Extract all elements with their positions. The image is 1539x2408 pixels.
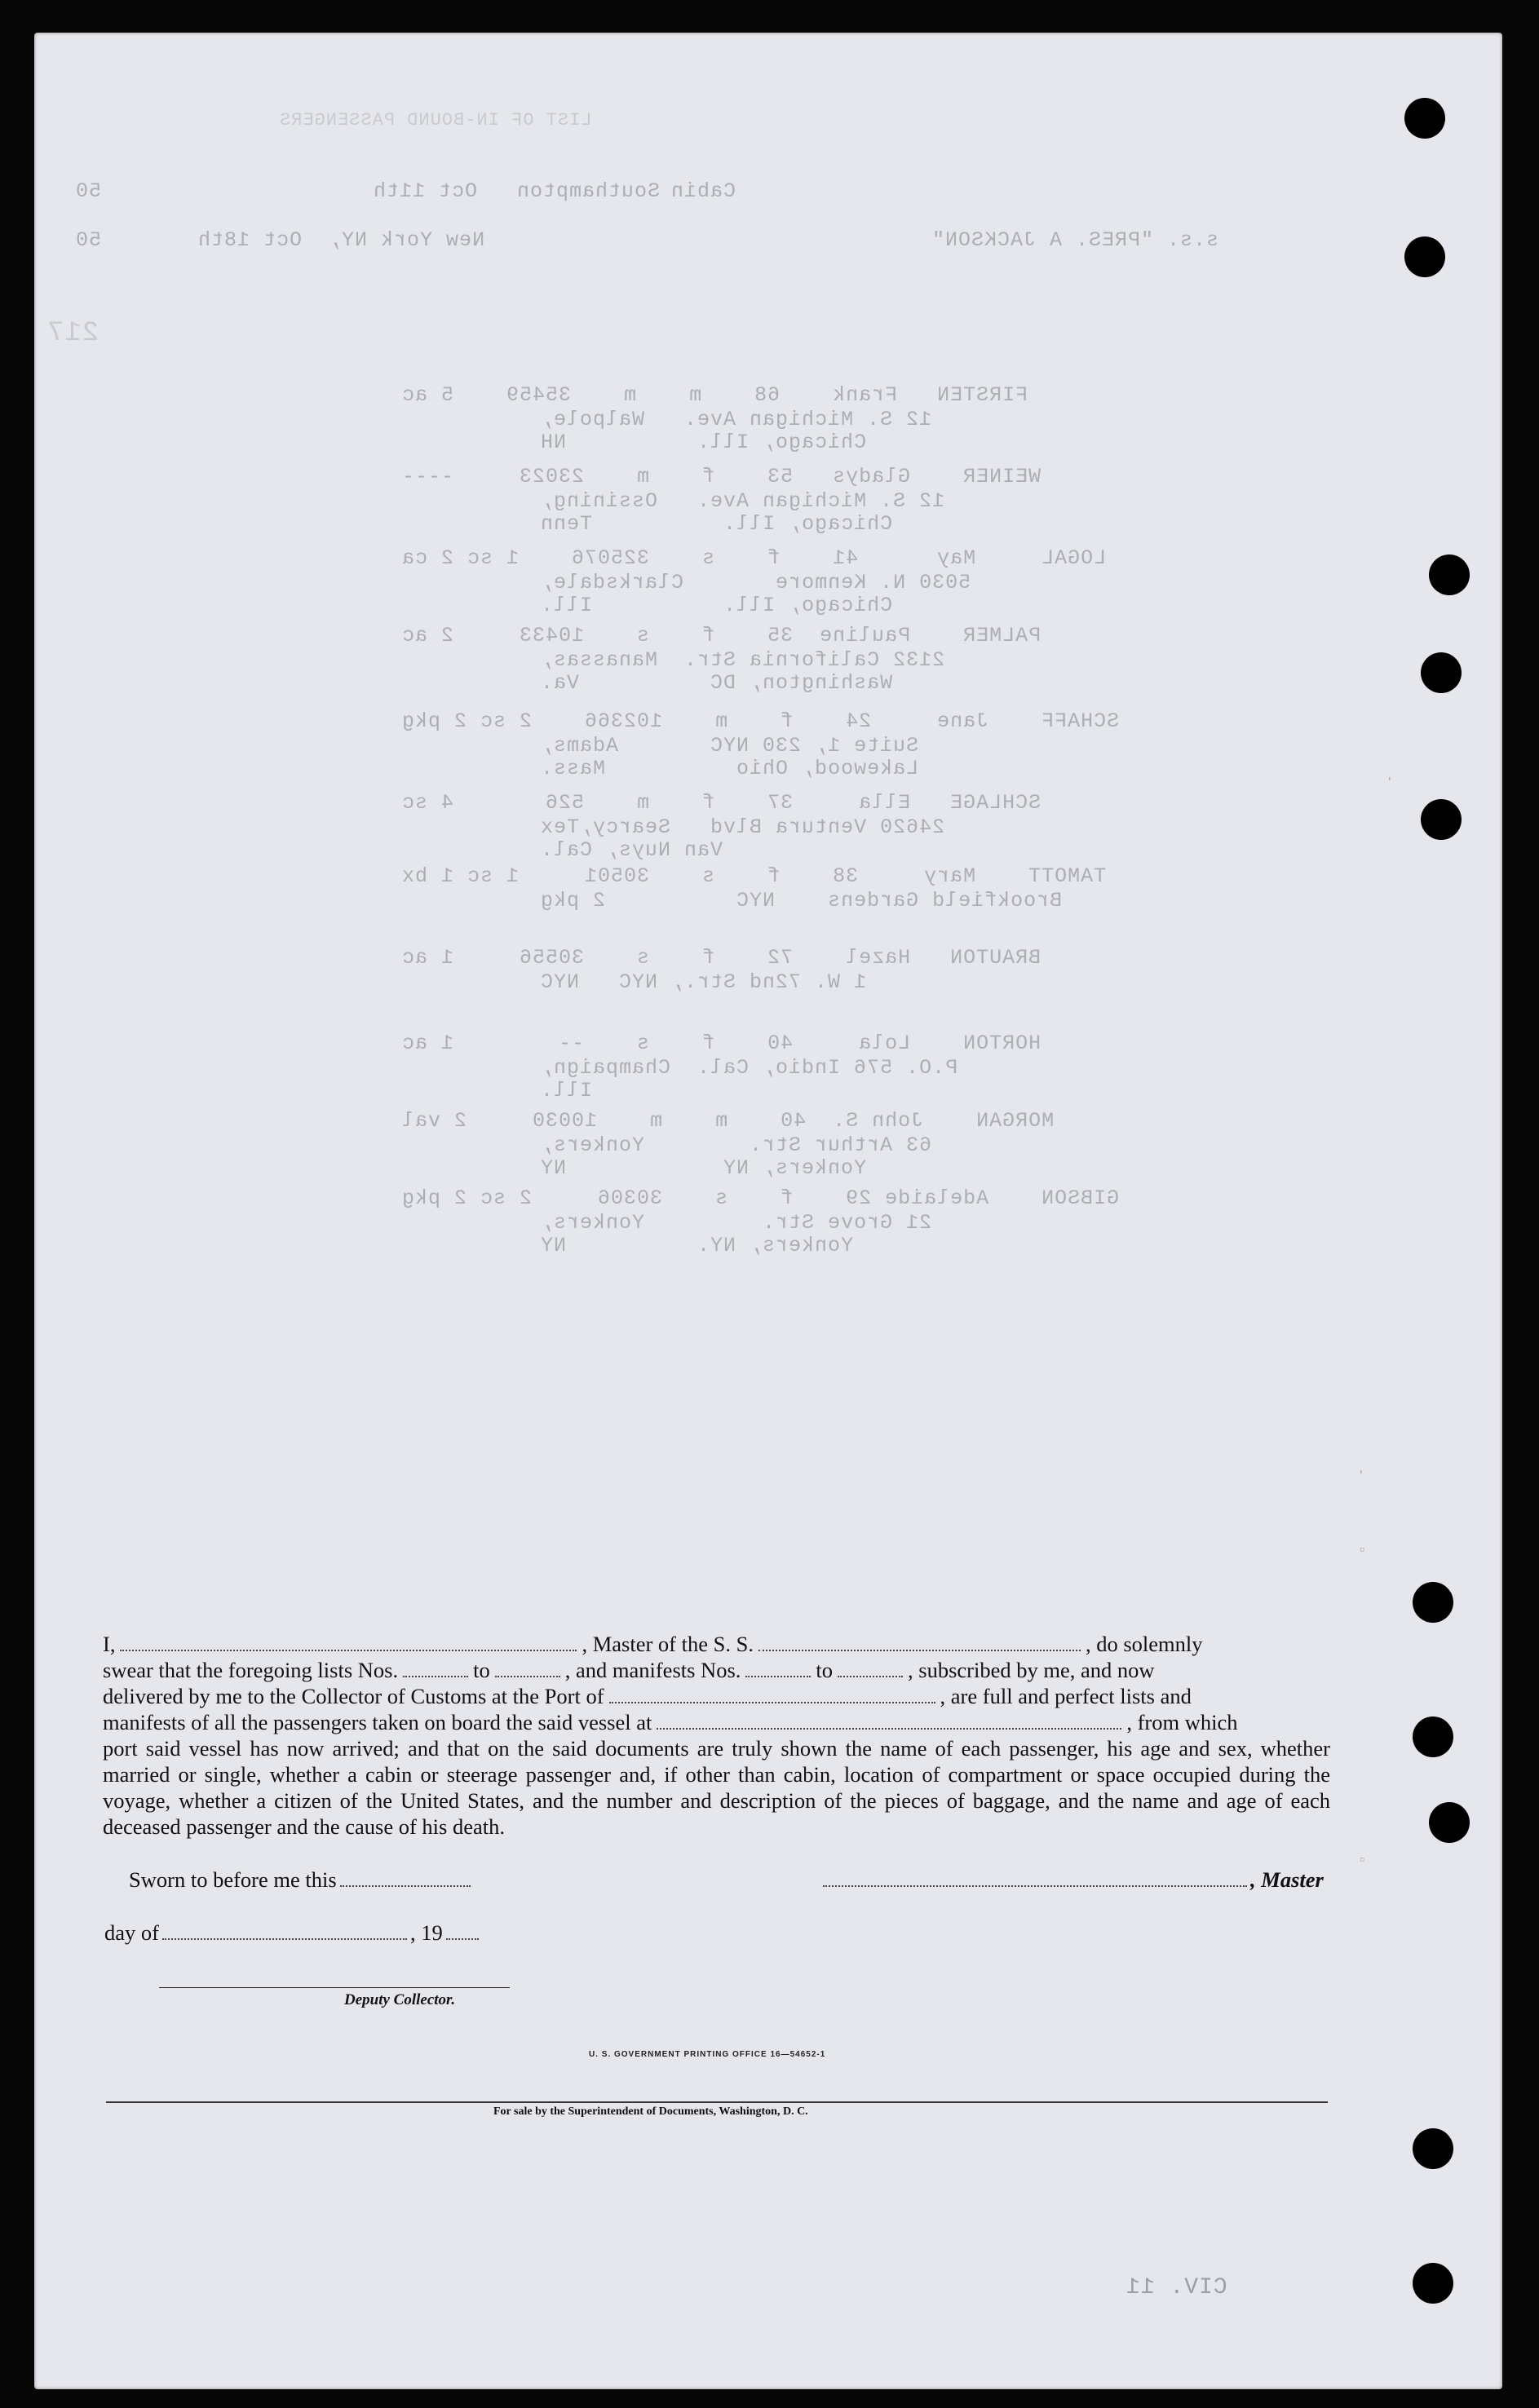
margin-mark: ▫ bbox=[1360, 1851, 1365, 1867]
year-field[interactable] bbox=[446, 1938, 479, 1940]
ghost-entry-line: TAMOTT Mary 38 f s 30501 1 sc 1 bx bbox=[401, 864, 1107, 888]
ghost-entry-line: Yonkers, NY. NY bbox=[540, 1234, 854, 1257]
binder-hole bbox=[1429, 1802, 1470, 1843]
binder-hole bbox=[1413, 2263, 1453, 2304]
ghost-entry-line: LOGAL May 41 f s 325076 1 sc 2 ca bbox=[401, 546, 1107, 570]
manifest-to-field[interactable] bbox=[838, 1676, 903, 1677]
oath-from-which: , from which bbox=[1126, 1710, 1238, 1734]
footer-rule bbox=[106, 2101, 1328, 2103]
year-label: , 19 bbox=[409, 1920, 443, 1945]
oath-to-1: to bbox=[473, 1658, 490, 1682]
sworn-row bbox=[129, 1867, 474, 1893]
margin-mark: ' bbox=[1360, 1468, 1363, 1484]
ghost-entry-line: Chicago, Ill. Tenn bbox=[540, 512, 893, 536]
binder-hole bbox=[1404, 236, 1445, 277]
gpo-imprint: U. S. GOVERNMENT PRINTING OFFICE 16—54652-1 bbox=[589, 2050, 826, 2059]
ghost-corner-code: CIV. 11 bbox=[1126, 2275, 1227, 2300]
master-name-field[interactable] bbox=[120, 1650, 577, 1651]
oath-body: port said vessel has now arrived; and that on the said documents are truly shown the name of each passenger, his age and sex, whether married or single, whether a cabin or steerage passenger and, if other than cabin, location of compartment or space occupied during the voyage, whether a citizen of the United States, and the number and description of the pieces of baggage, and the name and age of each deceased passenger and the cause of his death. bbox=[103, 1736, 1330, 1839]
oath-i: I, bbox=[103, 1632, 116, 1656]
deputy-collector-label: Deputy Collector. bbox=[344, 1991, 456, 2008]
oath-to-2: to bbox=[816, 1658, 834, 1682]
oath-master-of-ss: , Master of the S. S. bbox=[582, 1632, 754, 1656]
ghost-entry-line: PALMER Pauline 35 f s 10433 2 ac bbox=[401, 624, 1041, 647]
ghost-entry-line: 12 S. Michigan Ave. Ossining, bbox=[540, 489, 945, 513]
ghost-entry-line: Suite 1, 230 NYC Adams, bbox=[540, 734, 919, 758]
binder-hole bbox=[1421, 652, 1462, 693]
ghost-header-row2-mid: New York NY, Oct 18th bbox=[197, 228, 485, 252]
ghost-entry-line: BRAUTON Hazel 72 f s 30556 1 ac bbox=[401, 946, 1041, 970]
sworn-date-field[interactable] bbox=[340, 1885, 471, 1887]
ghost-entry-line: Chicago, Ill. Ill. bbox=[540, 594, 893, 617]
oath-delivered: delivered by me to the Collector of Customs at the Port of bbox=[103, 1684, 604, 1708]
day-of-field[interactable] bbox=[162, 1938, 407, 1940]
ghost-sheet-number: 217 bbox=[46, 318, 100, 349]
ghost-entry-line: MORGAN John S. 40 m m 10030 2 val bbox=[401, 1109, 1055, 1133]
ghost-header-row1-right: Cabin bbox=[670, 179, 736, 203]
master-oath-paragraph bbox=[103, 1631, 1330, 1840]
ghost-entry-line: 24620 Ventura Blvd Searcy,Tex bbox=[540, 815, 945, 839]
ghost-header-row2-left: 50 bbox=[75, 228, 102, 252]
ghost-entry-line: Yonkers, NY NY bbox=[540, 1156, 867, 1180]
sworn-label: Sworn to before me this bbox=[129, 1867, 337, 1892]
day-of-row bbox=[104, 1920, 482, 1946]
oath-full: , are full and perfect lists and bbox=[940, 1684, 1192, 1708]
list-from-field[interactable] bbox=[403, 1676, 468, 1677]
ghost-header-row1-left: 50 bbox=[75, 179, 102, 203]
binder-hole bbox=[1413, 2128, 1453, 2169]
binder-hole bbox=[1421, 799, 1462, 840]
master-label: , Master bbox=[1250, 1867, 1324, 1892]
ghost-entry-line: WEINER Gladys 53 f m 23023 ---- bbox=[401, 465, 1041, 488]
list-to-field[interactable] bbox=[495, 1676, 560, 1677]
binder-hole bbox=[1413, 1582, 1453, 1623]
ghost-entry-line: FIRSTEN Frank 68 m m 35459 5 ac bbox=[401, 383, 1028, 407]
ship-name-field[interactable] bbox=[758, 1650, 1081, 1651]
ghost-entry-line: HORTON Lola 40 f s -- 1 ac bbox=[401, 1032, 1041, 1055]
ghost-entry-line: 2132 California Str. Manassas, bbox=[540, 648, 945, 672]
ghost-entry-line: 21 Grove Str. Yonkers, bbox=[540, 1211, 932, 1235]
binder-hole bbox=[1429, 555, 1470, 595]
ghost-entry-line: Washington, DC Va. bbox=[540, 671, 893, 695]
ghost-entry-line: P.O. 576 Indio, Cal. Champaign, bbox=[540, 1056, 958, 1080]
sale-notice: For sale by the Superintendent of Documents, Washington, D. C. bbox=[493, 2105, 808, 2118]
ghost-entry-line: Lakewood, Ohio Mass. bbox=[540, 757, 919, 780]
ghost-entry-line: SCHAFF Jane 24 f m 102366 2 sc 2 pkg bbox=[401, 709, 1120, 733]
ghost-entry-line: 12 S. Michigan Ave. Walpole, bbox=[540, 408, 932, 431]
departure-port-field[interactable] bbox=[657, 1728, 1121, 1730]
oath-subscribed: , subscribed by me, and now bbox=[908, 1658, 1155, 1682]
ghost-header-row2-right: s.s. "PRES. A JACKSON" bbox=[931, 228, 1219, 252]
ghost-entry-line: Brookfield Gardens NYC 2 pkg bbox=[540, 889, 1063, 912]
manifest-sheet bbox=[34, 33, 1502, 2389]
margin-mark: ' bbox=[1388, 775, 1391, 791]
master-signature-row bbox=[820, 1867, 1324, 1893]
oath-solemnly: , do solemnly bbox=[1085, 1632, 1203, 1656]
ghost-entry-line: Chicago, Ill. NH bbox=[540, 431, 867, 454]
binder-hole bbox=[1413, 1717, 1453, 1757]
ghost-entry-line: 5030 N. Kenmore Clarksdale, bbox=[540, 571, 971, 594]
binder-hole bbox=[1404, 98, 1445, 139]
port-field[interactable] bbox=[609, 1702, 935, 1703]
oath-manifests: , and manifests Nos. bbox=[564, 1658, 741, 1682]
oath-swear: swear that the foregoing lists Nos. bbox=[103, 1658, 399, 1682]
master-signature-field[interactable] bbox=[823, 1885, 1247, 1887]
ghost-entry-line: Van Nuys, Cal. bbox=[540, 838, 723, 862]
oath-manifests-all: manifests of all the passengers taken on board the said vessel at bbox=[103, 1710, 652, 1734]
deputy-signature-line[interactable] bbox=[159, 1987, 510, 1988]
ghost-entry-line: Ill. bbox=[540, 1079, 880, 1102]
ghost-header-title: LIST OF IN-BOUND PASSENGERS bbox=[279, 110, 592, 130]
ghost-entry-line: SCHLAGE Ella 37 f m 526 4 sc bbox=[401, 791, 1041, 815]
ghost-entry-line: GIBSON Adelaide 29 f s 30306 2 sc 2 pkg bbox=[401, 1186, 1120, 1210]
ghost-entry-line: 1 W. 72nd Str., NYC NYC bbox=[540, 970, 867, 994]
manifest-from-field[interactable] bbox=[745, 1676, 811, 1677]
ghost-entry-line: 63 Arthur Str. Yonkers, bbox=[540, 1133, 932, 1157]
ghost-header-row1-mid: Southampton Oct 11th bbox=[373, 179, 661, 203]
day-of-label: day of bbox=[104, 1920, 159, 1945]
margin-mark: ▫ bbox=[1360, 1541, 1365, 1557]
